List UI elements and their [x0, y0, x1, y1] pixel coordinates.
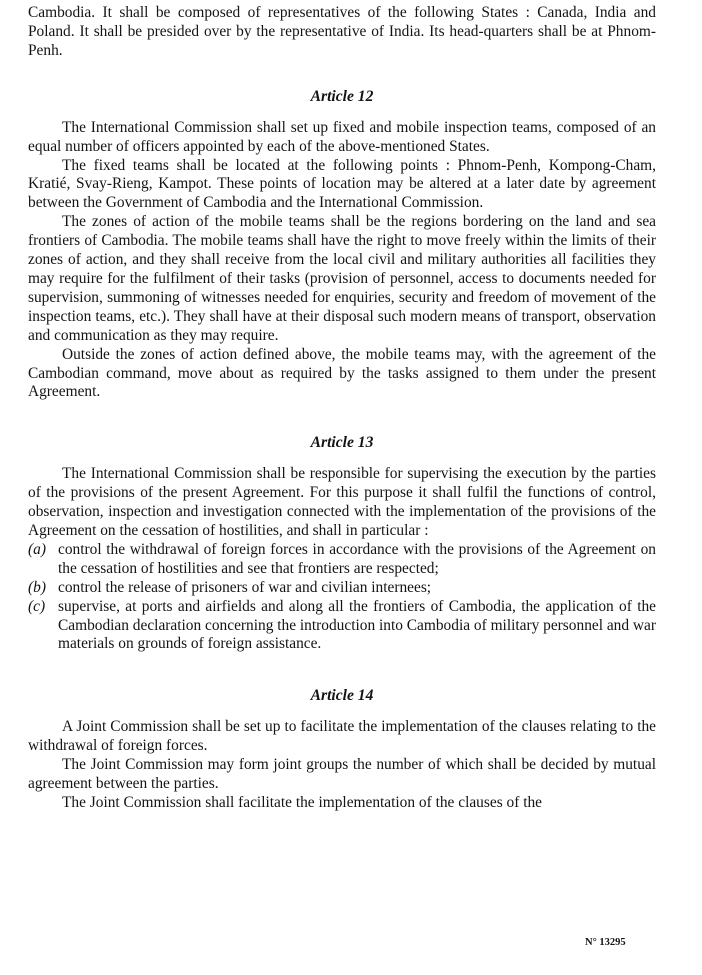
item-a-text: control the withdrawal of foreign forces in accordance with the provisions of the Agreement on the cessation of hostilities and see that frontiers are respected; — [58, 540, 656, 577]
article-12-heading: Article 12 — [310, 87, 374, 105]
item-c-marker: (c) — [28, 597, 46, 615]
article-14-heading: Article 14 — [310, 687, 374, 705]
article-12-paragraph-3: The zones of action of the mobile teams shall be the regions bordering on the land and sea frontiers of Cambodia. The mobile teams shall have the right to move freely within the limits of their zones of action, and they shall receive from the local civil and military authorities all facilities they may require for the fulfilment of their tasks (provision of personnel, access to documents needed for supervision, summoning of witnesses needed for enquiries, security and freedom of movement of the inspection teams, etc.). They shall have at their disposal such modern means of transport, observation and communication as they may require. — [28, 213, 656, 344]
article-14-paragraph-2: The Joint Commission may form joint groups the number of which shall be decided by mutual agreement between the parties. — [28, 756, 656, 793]
article-13-paragraph: The International Commission shall be responsible for supervising the execution by the parties of the provisions of the present Agreement. For this purpose it shall fulfil the functions of control, observation, inspection and investigation connected with the implementation of the provisions of the Agreement on the cessation of hostilities, and shall in particular : — [28, 465, 656, 540]
intro-paragraph: Cambodia. It shall be composed of representatives of the following States : Canada, India and Poland. It shall be presided over by the representative of India. Its head-quarters shall be at Phnom-Penh. — [28, 4, 656, 59]
article-14-paragraph-3: The Joint Commission shall facilitate the implementation of the clauses of the — [62, 794, 542, 811]
article-13-heading: Article 13 — [310, 434, 374, 452]
item-b-text: control the release of prisoners of war and civilian internees; — [58, 578, 432, 596]
article-12-paragraph-2: The fixed teams shall be located at the following points : Phnom-Penh, Kompong-Cham, Kratié, Svay-Rieng, Kampot. These points of location may be altered at a later date by agreement between the Government of Cambodia and the International Commission. — [28, 156, 656, 212]
document-page — [28, 4, 656, 813]
article-12-paragraph-1: The International Commission shall set up fixed and mobile inspection teams, composed of an equal number of officers appointed by each of the above-mentioned States. — [28, 118, 656, 155]
item-a-marker: (a) — [28, 540, 46, 558]
article-13-item-b — [28, 579, 656, 598]
item-b-marker: (b) — [28, 578, 46, 596]
article-13-item-c — [28, 598, 656, 655]
article-14-paragraph-1: A Joint Commission shall be set up to facilitate the implementation of the clauses relating to the withdrawal of foreign forces. — [28, 718, 656, 755]
article-13-item-a — [28, 541, 656, 579]
item-c-text: supervise, at ports and airfields and along all the frontiers of Cambodia, the application of the Cambodian declaration concerning the introduction into Cambodia of military personnel and war materials on grounds of foreign assistance. — [58, 597, 656, 653]
treaty-number: N° 13295 — [585, 937, 626, 948]
article-12-paragraph-4: Outside the zones of action defined above, the mobile teams may, with the agreement of the Cambodian command, move about as required by the tasks assigned to them under the present Agreement. — [28, 345, 656, 401]
